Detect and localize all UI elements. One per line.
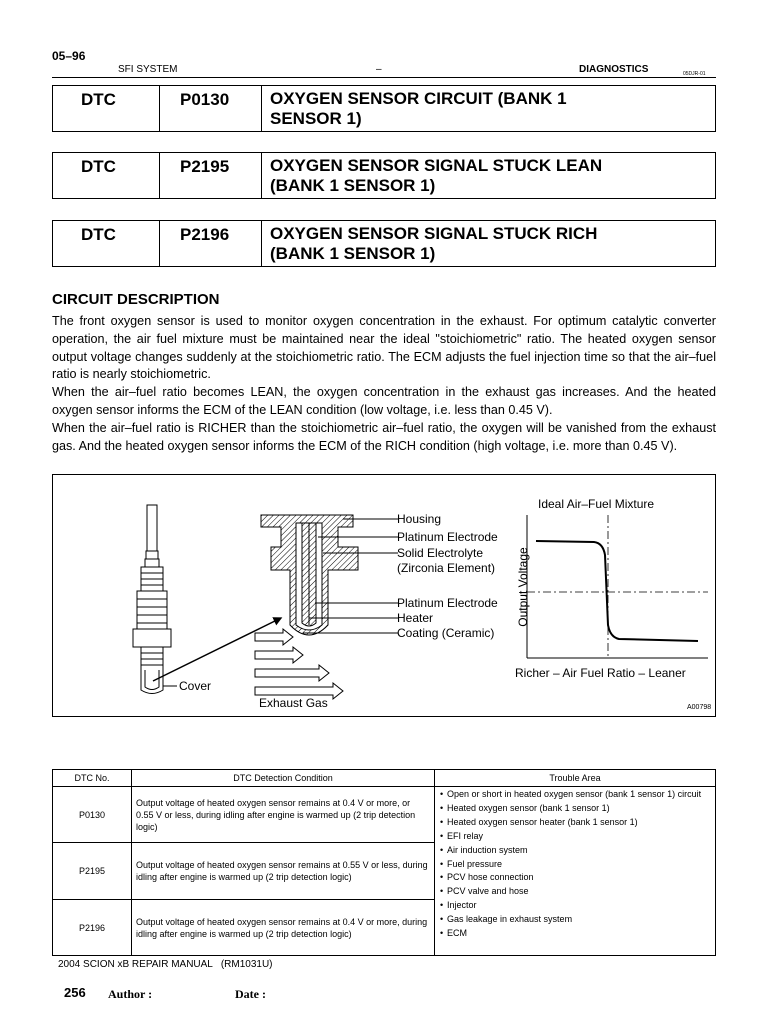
list-item: • Gas leakage in exhaust system: [440, 913, 710, 927]
paragraph: When the air–fuel ratio is RICHER than the stoichiometric air–fuel ratio, the oxygen will be vanished from the exhaust gas. And the heated oxygen sensor informs the ECM of the RICH condition (high voltage, i.e. more than 0.45 V).: [52, 420, 716, 453]
dtc-code: P2195: [180, 157, 230, 176]
oxygen-sensor-figure: [52, 474, 716, 717]
dtc-title: OXYGEN SENSOR SIGNAL STUCK LEAN (BANK 1 SENSOR 1): [270, 156, 603, 195]
header-rule: [52, 77, 716, 78]
condition-cell: Output voltage of heated oxygen sensor remains at 0.4 V or more, or 0.55 V or less, during idling after engine is warmed up (2 trip detection logic): [132, 787, 435, 843]
dtc-code: P2196: [180, 225, 230, 244]
callout-coating: Coating (Ceramic): [397, 626, 495, 640]
callout-platinum-electrode-1: Platinum Electrode: [397, 530, 498, 544]
manual-reference: 2004 SCION xB REPAIR MANUAL (RM1031U): [58, 959, 273, 970]
dtc-title: OXYGEN SENSOR CIRCUIT (BANK 1 SENSOR 1): [270, 89, 567, 128]
circuit-description-text: [52, 313, 716, 455]
dtc-detection-table: [52, 769, 716, 956]
list-item: • PCV valve and hose: [440, 885, 710, 899]
list-item: • Heated oxygen sensor (bank 1 sensor 1): [440, 802, 710, 816]
section-title: CIRCUIT DESCRIPTION: [52, 291, 220, 308]
section-name: SFI SYSTEM: [118, 64, 178, 75]
dtc-code-cell: P2195: [53, 843, 132, 900]
figure-code: A00798: [687, 704, 712, 711]
page-number-header: 05–96: [52, 49, 86, 63]
dtc-label: DTC: [81, 157, 116, 176]
exhaust-flow-arrows-icon: [255, 629, 343, 699]
list-item: • PCV hose connection: [440, 871, 710, 885]
graph-title: Ideal Air–Fuel Mixture: [538, 497, 655, 511]
callout-platinum-electrode-2: Platinum Electrode: [397, 596, 498, 610]
dtc-block-p0130: [52, 85, 716, 132]
exhaust-gas-label: Exhaust Gas: [259, 696, 328, 710]
column-header: DTC No.: [53, 770, 132, 787]
callout-cover: Cover: [179, 679, 212, 693]
list-item: • Heated oxygen sensor heater (bank 1 sensor 1): [440, 816, 710, 830]
dtc-code-cell: P0130: [53, 787, 132, 843]
callout-solid-electrolyte: Solid Electrolyte: [397, 546, 484, 560]
column-header: DTC Detection Condition: [132, 770, 435, 787]
category-name: DIAGNOSTICS: [579, 64, 649, 75]
list-item: • Fuel pressure: [440, 858, 710, 872]
dtc-code-cell: P2196: [53, 900, 132, 956]
list-item: • Air induction system: [440, 844, 710, 858]
sensor-cross-section-icon: [261, 515, 358, 635]
trouble-area-cell: [435, 787, 716, 956]
header-dash: –: [376, 64, 382, 75]
column-header: Trouble Area: [435, 770, 716, 787]
condition-cell: Output voltage of heated oxygen sensor remains at 0.55 V or less, during idling after engine is warmed up (2 trip detection logic): [132, 843, 435, 900]
dtc-title: OXYGEN SENSOR SIGNAL STUCK RICH (BANK 1 SENSOR 1): [270, 224, 598, 263]
callout-housing: Housing: [397, 512, 442, 526]
doc-code: 05DJR-01: [683, 71, 706, 77]
output-voltage-graph: [527, 515, 708, 658]
list-item: • ECM: [440, 927, 710, 941]
dtc-block-p2195: [52, 152, 716, 199]
author-label: Author :: [108, 987, 153, 1001]
dtc-label: DTC: [81, 225, 116, 244]
dtc-label: DTC: [81, 90, 116, 109]
callout-heater: Heater: [397, 611, 434, 625]
paragraph: When the air–fuel ratio becomes LEAN, the oxygen concentration in the exhaust gas increases. And the heated oxygen sensor informs the ECM of the LEAN condition (low voltage, i.e. less than 0.45 V).: [52, 385, 716, 417]
callout-zirconia-element: (Zirconia Element): [397, 561, 496, 575]
sensor-body-icon: [133, 505, 171, 694]
page-number-footer: 256: [64, 985, 86, 1000]
date-label: Date :: [235, 987, 266, 1001]
condition-cell: Output voltage of heated oxygen sensor remains at 0.4 V or more, during idling after engine is warmed up (2 trip detection logic): [132, 900, 435, 956]
list-item: • Open or short in heated oxygen sensor (bank 1 sensor 1) circuit: [440, 788, 710, 802]
graph-x-label: Richer – Air Fuel Ratio – Leaner: [515, 666, 686, 680]
trouble-area-list: [440, 788, 710, 941]
list-item: • Injector: [440, 899, 710, 913]
table-row: [53, 787, 716, 843]
list-item: • EFI relay: [440, 830, 710, 844]
dtc-code: P0130: [180, 90, 230, 109]
paragraph: The front oxygen sensor is used to monitor oxygen concentration in the exhaust. For optimum catalytic converter operation, the air fuel mixture must be maintained near the ideal "stoichiometric" ratio. The heated oxygen sensor output voltage changes suddenly at the stoichiometric ratio. The ECM adjusts the fuel injection time so that the air–fuel ratio is nearly stoichiometric.: [52, 314, 716, 382]
dtc-block-p2196: [52, 220, 716, 267]
graph-y-label: Output Voltage: [516, 547, 530, 627]
table-header-row: [53, 770, 716, 787]
